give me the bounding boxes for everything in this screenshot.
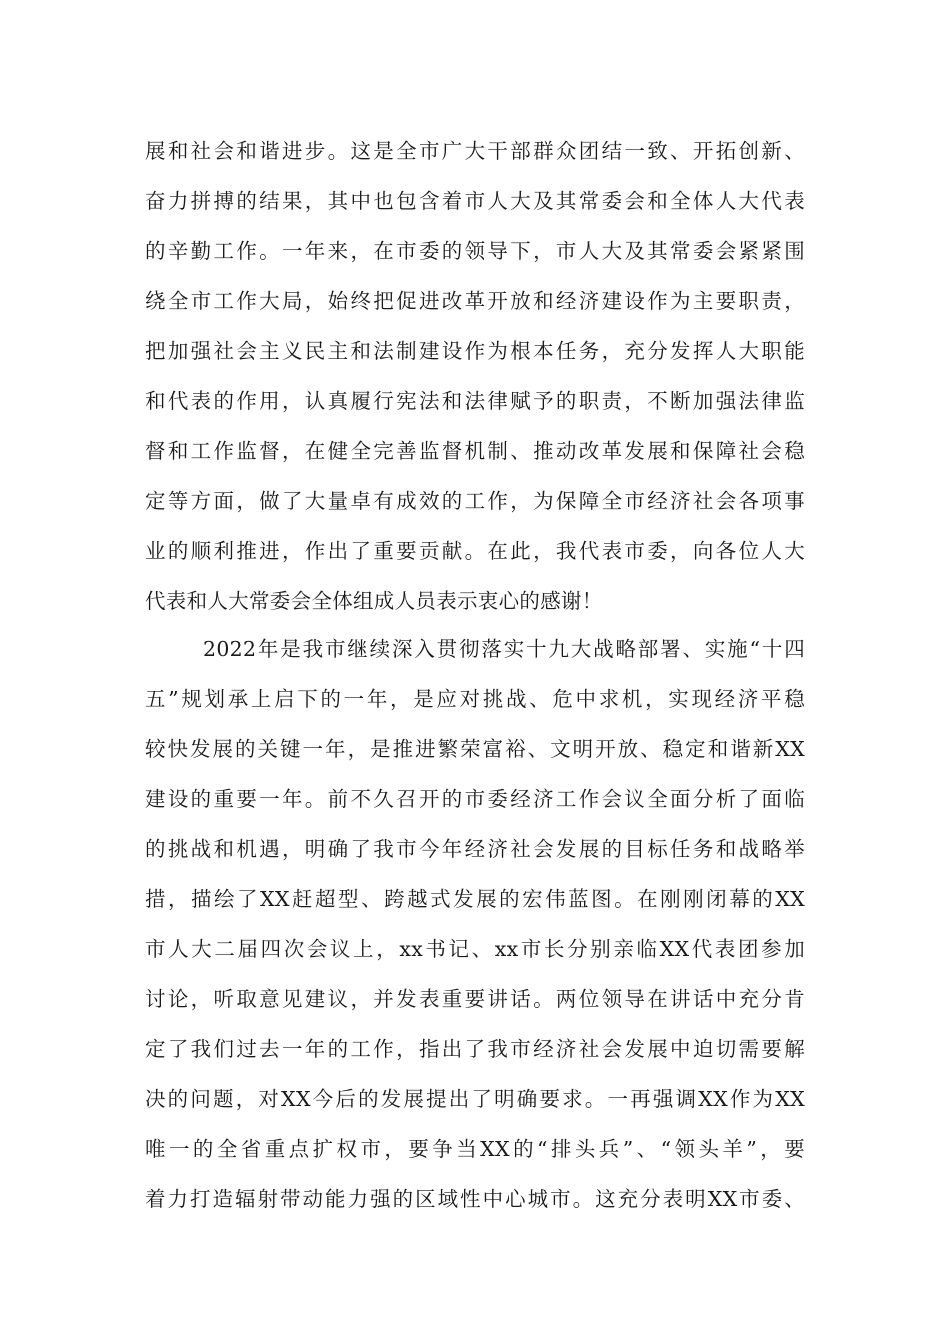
text-line: 和代表的作用，认真履行宪法和法律赋予的职责，不断加强法律监 — [145, 389, 805, 413]
text-line: 展和社会和谐进步。这是全市广大干部群众团结一致、开拓创新、 — [145, 139, 805, 163]
text-line: 较快发展的关键一年，是推进繁荣富裕、文明开放、稳定和谐新XX — [145, 737, 805, 761]
text-line: 唯一的全省重点扩权市，要争当XX的“排头兵”、“领头羊”，要 — [145, 1137, 805, 1161]
text-line: 措，描绘了XX赶超型、跨越式发展的宏伟蓝图。在刚刚闭幕的XX — [145, 887, 805, 911]
text-line: 代表和人大常委会全体组成人员表示衷心的感谢！ — [145, 589, 603, 613]
text-line: 定等方面，做了大量卓有成效的工作，为保障全市经济社会各项事 — [145, 489, 805, 513]
text-line: 五”规划承上启下的一年，是应对挑战、危中求机，实现经济平稳 — [145, 687, 805, 711]
text-line: 绕全市工作大局，始终把促进改革开放和经济建设作为主要职责， — [145, 289, 805, 313]
text-line: 定了我们过去一年的工作，指出了我市经济社会发展中迫切需要解 — [145, 1037, 805, 1061]
text-line: 把加强社会主义民主和法制建设作为根本任务，充分发挥人大职能 — [145, 339, 805, 363]
text-line: 市人大二届四次会议上，xx书记、xx市长分别亲临XX代表团参加 — [145, 937, 805, 961]
text-line: 奋力拼搏的结果，其中也包含着市人大及其常委会和全体人大代表 — [145, 189, 805, 213]
text-line: 的挑战和机遇，明确了我市今年经济社会发展的目标任务和战略举 — [145, 837, 805, 861]
text-line: 督和工作监督，在健全完善监督机制、推动改革发展和保障社会稳 — [145, 439, 805, 463]
text-line: 的辛勤工作。一年来，在市委的领导下，市人大及其常委会紧紧围 — [145, 239, 805, 263]
paragraph-continued — [145, 126, 805, 626]
text-line: 讨论，听取意见建议，并发表重要讲话。两位领导在讲话中充分肯 — [145, 987, 805, 1011]
text-line: 2022年是我市继续深入贯彻落实十九大战略部署、实施“十四 — [203, 637, 805, 661]
text-line: 业的顺利推进，作出了重要贡献。在此，我代表市委，向各位人大 — [145, 539, 805, 563]
text-line: 决的问题，对XX今后的发展提出了明确要求。一再强调XX作为XX — [145, 1087, 805, 1111]
paragraph-2022 — [145, 624, 805, 1224]
text-line: 着力打造辐射带动能力强的区域性中心城市。这充分表明XX市委、 — [145, 1187, 805, 1211]
text-line: 建设的重要一年。前不久召开的市委经济工作会议全面分析了面临 — [145, 787, 805, 811]
